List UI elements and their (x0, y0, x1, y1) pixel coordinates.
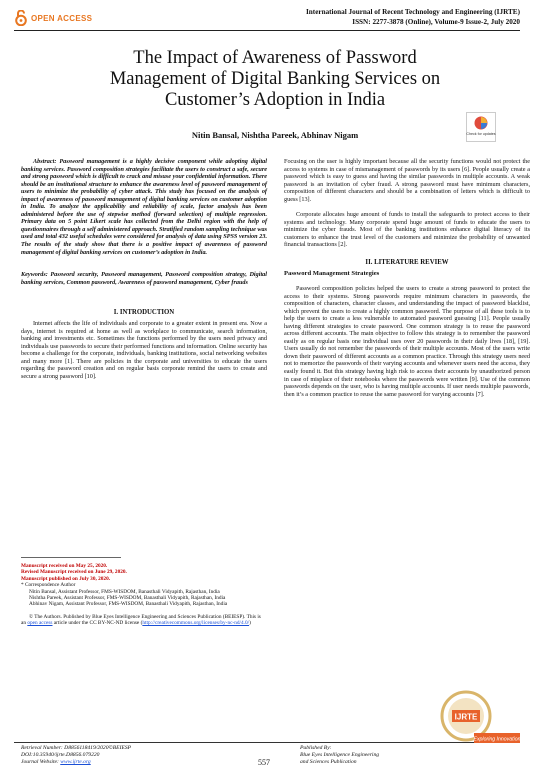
header-rule (14, 30, 520, 31)
open-lock-icon (14, 10, 28, 26)
title-line: The Impact of Awareness of Password (133, 48, 417, 68)
journal-issn: ISSN: 2277-3878 (Online), Volume-9 Issue-2, July 2020 (352, 17, 520, 26)
received-date: Manuscript received on May 25, 2020. (21, 563, 108, 569)
page-number: 557 (258, 758, 270, 767)
footnote-rule (21, 557, 121, 558)
retrieval-number: Retrieval Number: D8856118419/2020©BEIESP (21, 745, 132, 751)
footer-retrieval (21, 745, 131, 766)
author-affiliation: Abhinav Nigam, Assistant Professor, FMS-WISDOM, Banasthali Vidyapith, Rajasthan, India (29, 601, 228, 608)
published-date: Manuscript published on July 30, 2020. (21, 575, 111, 582)
ijrte-seal-icon (424, 690, 520, 745)
website-link[interactable]: www.ijrte.org (60, 759, 91, 766)
publisher-name: Blue Eyes Intelligence Engineering (300, 752, 380, 759)
open-access-link[interactable]: open access (27, 620, 53, 627)
license-text: © The Authors. Published by Blue Eyes Intelligence Engineering and Sciences Publication (BEIESP). This is an (21, 613, 261, 627)
section-heading-introduction: I. INTRODUCTION (113, 309, 175, 316)
seal-text: IJRTE (454, 712, 478, 722)
check-for-updates-badge[interactable] (466, 112, 496, 142)
footer-publisher (300, 745, 379, 766)
license-statement (21, 614, 267, 627)
author-affiliation: Nitin Bansal, Assistant Professor, FMS-WISDOM, Banasthali Vidyapith, Rajasthan, India (29, 588, 220, 595)
paper-title (60, 48, 490, 111)
open-access-logo (14, 10, 104, 26)
published-by-label: Published By: (300, 745, 332, 751)
cc-license-link[interactable]: http://creativecommons.org/licenses/by-nc-nd/4.0/ (142, 620, 250, 627)
correspondence-note: * Correspondence Author (21, 582, 76, 589)
journal-website (21, 759, 131, 766)
title-line: Management of Digital Banking Services on (109, 69, 441, 89)
footnotes (21, 563, 267, 627)
intro-paragraph: Internet affects the life of individuals and corporate to a greater extent in present era. Now a days, internet is required at home as well as workplace to communicate, search information, banking and investments etc. Sometimes the functions performed by the users need privacy and individuals use passwords to secure their performed functions and information. Online security has become a challenge for the corporate, individuals, banking institutions, social networking websites and many more [1]. There are policies in the corporate and universities to educate the users regarding the password creation and on regular basis corporate remind the users to create and secure a strong password [10]. (21, 320, 267, 380)
open-access-label: OPEN ACCESS (31, 13, 93, 23)
right-paragraph-3: Password composition policies helped the users to create a strong password to protect the access to their systems. Strong passwords require minimum characters in passwords, the composition of characters, character classes, and understanding the impact of password blacklist, which prevent the users to create a highly common password. The purpose of all these tools is to help the users to create a less vulnerable to automated password guessing [11]. People usually having different strategies to create password. One common strategy is to reuse the password across different accounts. The main objective to follow this strategy is to remember the password easily as on regular basis one individual uses over 20 passwords in their daily lives [18], [19]. Users usually do not remember the passwords of their multiple accounts. Most of the users write down their password of different accounts as a common practice. Through this strategy users need not to memorize the passwords of their varying accounts and whenever users need the access, they easily found it. But this strategy having high risk to access their accounts by unauthorized person in case of misplace of their notebooks where the passwords were written [9]. Use of the common passwords depends on the user, who is having multiple accounts. If user needs multiple passwords, then it’s a common practice to reuse the same password for varying accounts [7]. (284, 285, 530, 398)
journal-header (306, 8, 520, 27)
right-paragraph-2: Corporate allocates huge amount of funds to install the safeguards to protect access to their systems and technology. Many corporate spend huge amount of funds to educate the users to minimize the cyber frauds. Most of the banking institutions enhance digital literacy of its customers to enhance the trust level of the customers and minimize the probability of unwanted financial transactions [2]. (284, 211, 530, 249)
publisher-name: and Sciences Publication (300, 759, 357, 766)
subheading-password-management: Password Management Strategies (284, 270, 380, 277)
abstract: Abstract: Password management is a highly decisive component while adopting digital banking services. Password composition strategies facilitate the users to construct a safe, secure and strong password which is difficult to crack and misuse your confidential information. There should be an institutional structure to enhance the awareness level of password management of users to minimize the probability of cyber attack. This study has focused on the analysis of impact of awareness of password management of digital banking services on customer adoption in India. To analyze the applicability and reliability of scale, factor analysis has been administered before the use of stepwise method (forward selection) of multiple regression. Primary data on 5 point Likert scale has collected from the Delhi region with the help of questionnaires through a self administered approach. Stratified random sampling technique was used and total 432 useful schedules were considered for analysis of data using SPSS version 23. The results of the study show that there is a positive impact of awareness of password management of digital banking services on customer’s adoption in India. (21, 158, 267, 256)
authors: Nitin Bansal, Nishtha Pareek, Abhinav Nigam (191, 130, 359, 140)
check-updates-label: Check for updates (466, 132, 496, 136)
keywords: Keywords: Password security, Password management, Password composition strategy, Digital banking services, Common password, Awareness of password management, Cyber frauds (21, 271, 267, 286)
title-line: Customer’s Adoption in India (164, 90, 386, 110)
license-text: article under the CC BY-NC-ND license ( (52, 620, 143, 627)
journal-name: International Journal of Recent Technology and Engineering (IJRTE) (306, 8, 520, 16)
license-text: ) (249, 620, 251, 627)
doi: DOI:10.35940/ijrte.D8856.079220 (21, 752, 100, 759)
website-label: Journal Website: (21, 759, 61, 766)
revised-date: Revised Manuscript received on June 29, 2020. (21, 569, 127, 576)
right-paragraph-1: Focusing on the user is highly important because all the security functions would not protect the access to systems in case of mismanagement of passwords by its users [6]. People usually create a password which is easy to guess and having the similar passwords in multiple accounts. A weak password is an invitation of cyber fraud. A strong password must have minimum characters, composition of different characters and should be a combination of letters which is difficult to guess [13]. (284, 158, 530, 203)
check-updates-icon (466, 112, 496, 142)
seal-caption: Exploring Innovation (473, 736, 520, 743)
section-heading-literature-review: II. LITERATURE REVIEW (365, 259, 449, 266)
journal-seal-logo (424, 690, 520, 745)
author-affiliation: Nishtha Pareek, Assistant Professor, FMS-WISDOM, Banasthali Vidyapith, Rajasthan, India (29, 595, 226, 602)
